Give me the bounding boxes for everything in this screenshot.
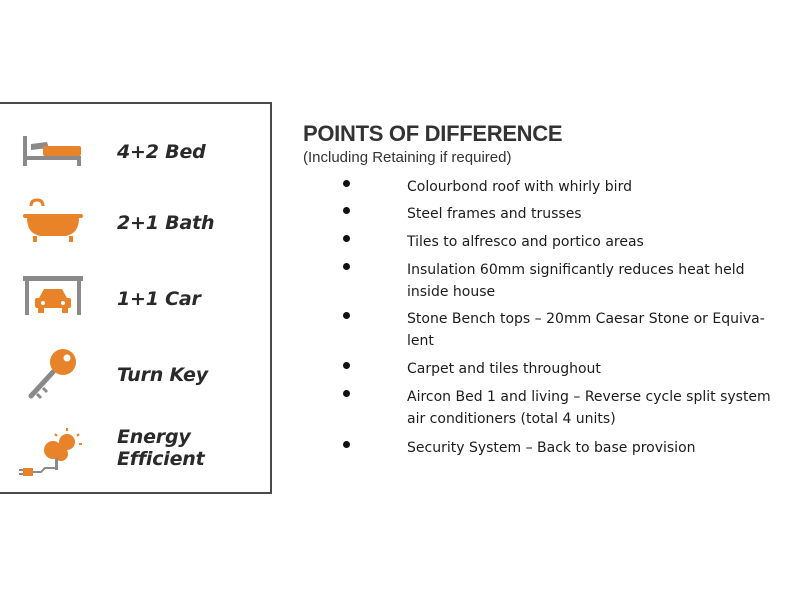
bullet-dot (343, 263, 350, 270)
list-item-text-cont: air conditioners (total 4 units) (407, 411, 616, 427)
bullet-dot (343, 312, 350, 319)
feature-key-label: Turn Key (117, 364, 208, 386)
bullet-dot (343, 235, 350, 242)
points-subtitle: (Including Retaining if required) (303, 149, 512, 166)
bullet-dot (343, 180, 350, 187)
feature-key (0, 344, 267, 404)
feature-car-label: 1+1 Car (117, 288, 201, 310)
bullet-dot (343, 441, 350, 448)
key-icon (17, 344, 89, 404)
bath-icon (17, 192, 89, 252)
list-item-text-cont: lent (407, 333, 434, 349)
feature-bath-label: 2+1 Bath (117, 212, 215, 234)
bed-icon (17, 122, 89, 182)
list-item-text: Steel frames and trusses (407, 206, 582, 222)
bullet-dot (343, 207, 350, 214)
list-item-text: Colourbond roof with whirly bird (407, 179, 632, 195)
list-item-text: Security System – Back to base provision (407, 440, 696, 456)
list-item-text: Insulation 60mm significantly reduces heat held (407, 262, 745, 278)
feature-car (0, 266, 267, 326)
energy-efficient-icon (17, 422, 89, 482)
bullet-dot (343, 362, 350, 369)
feature-bath (0, 192, 267, 252)
features-panel (0, 102, 272, 494)
list-item-text: Aircon Bed 1 and living – Reverse cycle split system (407, 389, 771, 405)
list-item-text: Stone Bench tops – 20mm Caesar Stone or Equiva- (407, 311, 765, 327)
car-garage-icon (17, 266, 89, 326)
feature-bed (0, 122, 267, 182)
feature-energy-label-line2: Efficient (117, 448, 205, 470)
feature-bed-label: 4+2 Bed (117, 141, 206, 163)
bullet-dot (343, 390, 350, 397)
feature-energy (0, 422, 267, 482)
list-item-text-cont: inside house (407, 284, 496, 300)
feature-energy-label-line1: Energy (117, 426, 191, 448)
points-title: POINTS OF DIFFERENCE (303, 121, 563, 146)
list-item-text: Carpet and tiles throughout (407, 361, 601, 377)
list-item-text: Tiles to alfresco and portico areas (407, 234, 644, 250)
